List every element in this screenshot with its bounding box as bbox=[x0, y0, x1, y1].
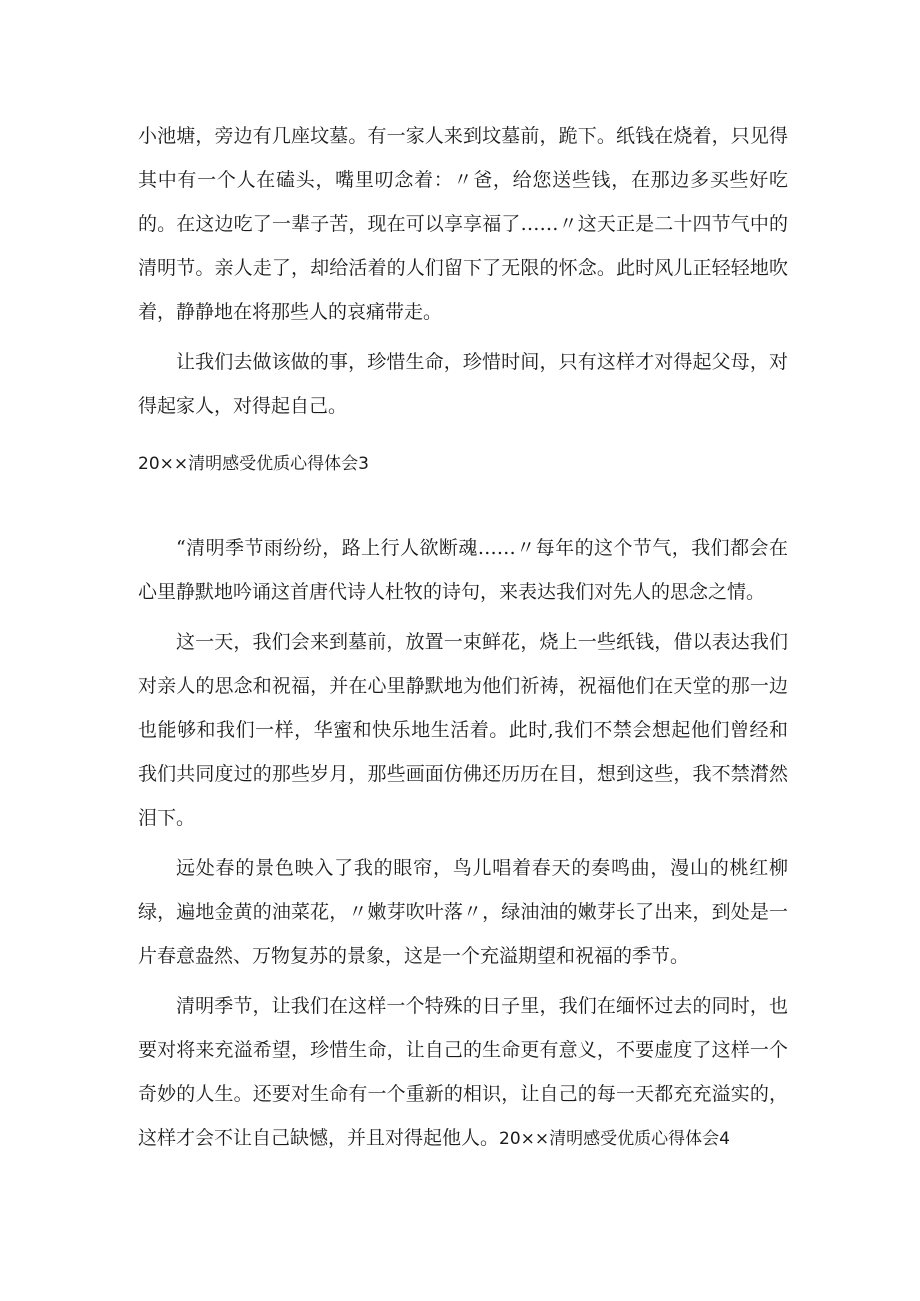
paragraph-2: 让我们去做该做的事，珍惜生命，珍惜时间，只有这样才对得起父母，对得起家人，对得起自己。 bbox=[138, 351, 788, 417]
paragraph-6 bbox=[138, 984, 788, 1161]
section-heading-3: 20××清明感受优质心得体会3 bbox=[138, 454, 369, 474]
document-page bbox=[138, 114, 788, 1161]
paragraph-1: 小池塘，旁边有几座坟墓。有一家人来到坟墓前，跪下。纸钱在烧着，只见得其中有一个人在磕头，嘴里叨念着：〃爸，给您送些钱，在那边多买些好吃的。在这边吃了一辈子苦，现在可以享享福了……〃这天正是二十四节气中的清明节。亲人走了，却给活着的人们留下了无限的怀念。此时风儿正轻轻地吹着，静静地在将那些人的哀痛带走。 bbox=[138, 125, 788, 323]
paragraph-5: 远处春的景色映入了我的眼帘，鸟儿唱着春天的奏鸣曲，漫山的桃红柳绿，遍地金黄的油菜花，〃嫩芽吹叶落〃，绿油油的嫩芽长了出来，到处是一片春意盎然、万物复苏的景象，这是一个充溢期望和祝福的季节。 bbox=[138, 857, 788, 967]
paragraph-6-text: 清明季节，让我们在这样一个特殊的日子里，我们在缅怀过去的同时，也要对将来充溢希望，珍惜生命，让自己的生命更有意义，不要虚度了这样一个奇妙的人生。还要对生命有一个重新的相识，让自己的每一天都充充溢实的，这样才会不让自己缺憾，并且对得起他人。 bbox=[138, 995, 788, 1149]
section-heading-4: 20××清明感受优质心得体会4 bbox=[499, 1129, 730, 1149]
paragraph-3: “清明季节雨纷纷，路上行人欲断魂……〃每年的这个节气，我们都会在心里静默地吟诵这首唐代诗人杜牧的诗句，来表达我们对先人的思念之情。 bbox=[138, 537, 788, 603]
paragraph-4: 这一天，我们会来到墓前，放置一束鲜花，烧上一些纸钱，借以表达我们对亲人的思念和祝福，并在心里静默地为他们祈祷，祝福他们在天堂的那一边也能够和我们一样，华蜜和快乐地生活着。此时,我们不禁会想起他们曾经和我们共同度过的那些岁月，那些画面仿佛还历历在目，想到这些，我不禁潸然泪下。 bbox=[138, 631, 788, 829]
